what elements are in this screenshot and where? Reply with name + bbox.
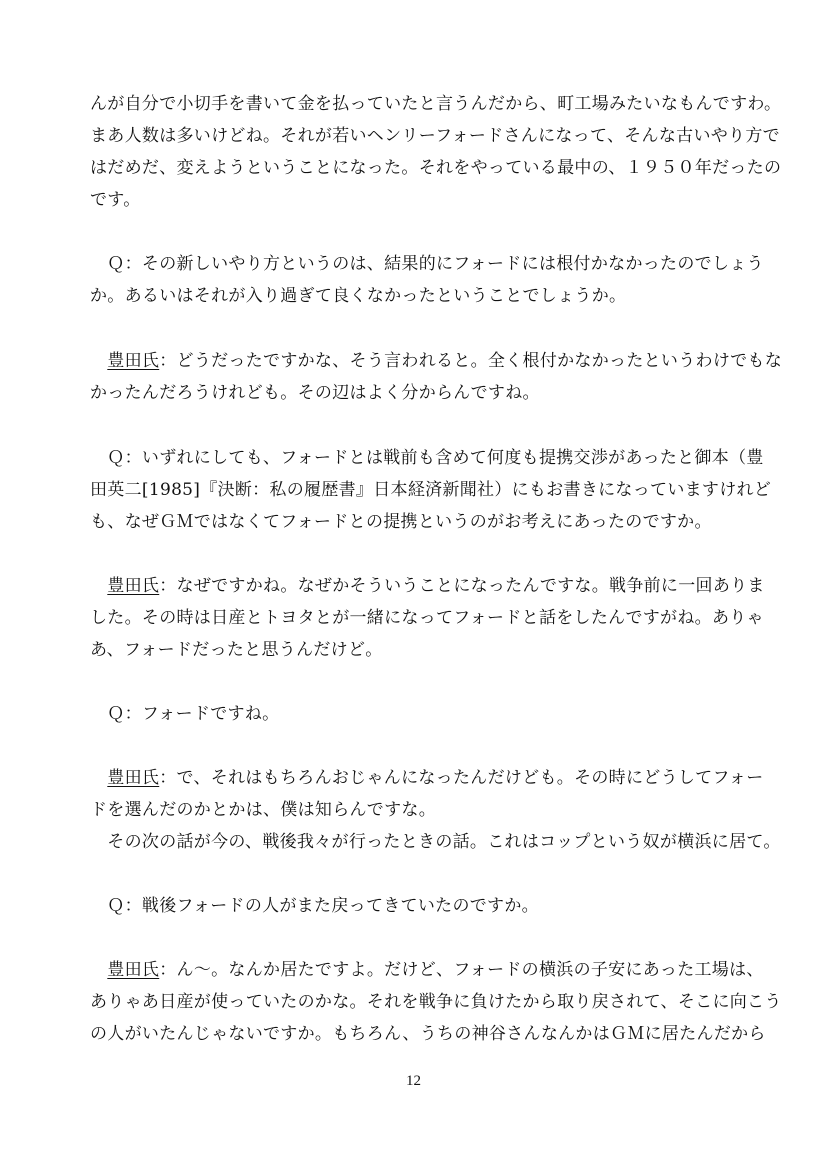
speaker-name: 豊田氏 <box>107 768 160 788</box>
speaker-paragraph <box>90 954 782 1050</box>
text-line: その次の話が今の、戦後我々が行ったときの話。これはコップという奴が横浜に居て。 <box>90 832 781 852</box>
text-line: です。 <box>90 190 141 210</box>
paragraph <box>90 698 760 730</box>
paragraph <box>90 248 764 312</box>
text-line <box>90 345 783 377</box>
text-line: した。その時は日産とトヨタとが一緒になってフォードと話をしたんですがね。ありゃ <box>90 608 764 628</box>
speaker-name: 豊田氏 <box>107 351 160 371</box>
text-line: まあ人数は多いけどね。それが若いヘンリーフォードさんになって、そんな古いやり方で <box>90 126 780 146</box>
line-text: ：で、それはもちろんおじゃんになったんだけども。その時にどうしてフォー <box>159 768 764 788</box>
text-line: はだめだ、変えようということになった。それをやっている最中の、１９５０年だったの <box>90 158 782 178</box>
text-line <box>90 954 764 986</box>
paragraph <box>90 890 760 922</box>
line-text: ：なぜですかね。なぜかそういうことになったんですな。戦争前に一回ありま <box>159 576 765 596</box>
text-line: も、なぜＧＭではなくてフォードとの提携というのがお考えにあったのですか。 <box>90 512 712 532</box>
speaker-paragraph <box>90 345 783 409</box>
text-line: 田英二[1985]『決断：私の履歴書』日本経済新聞社）にもお書きになっていますけれど <box>90 480 772 500</box>
text-line: か。あるいはそれが入り過ぎて良くなかったということでしょうか。 <box>90 286 627 306</box>
text-line: ドを選んだのかとかは、僕は知らんですな。 <box>90 800 436 820</box>
text-line: Ｑ：いずれにしても、フォードとは戦前も含めて何度も提携交渉があったと御本（豊 <box>90 448 764 468</box>
text-line: Ｑ：フォードですね。 <box>90 704 280 724</box>
speaker-paragraph <box>90 570 765 666</box>
paragraph <box>90 442 772 538</box>
line-text: ：どうだったですかな、そう言われると。全く根付かなかったというわけでもな <box>159 351 783 371</box>
text-line: んが自分で小切手を書いて金を払っていたと言うんだから、町工場みたいなもんですわ。 <box>90 94 782 114</box>
text-line: かったんだろうけれども。その辺はよく分からんですね。 <box>90 383 540 403</box>
line-text: ：ん～。なんか居たですよ。だけど、フォードの横浜の子安にあった工場は、 <box>159 960 764 980</box>
text-line: の人がいたんじゃないですか。もちろん、うちの神谷さんなんかはＧＭに居たんだから <box>90 1024 766 1044</box>
speaker-name: 豊田氏 <box>107 576 160 596</box>
speaker-paragraph <box>90 762 781 858</box>
text-line: Ｑ：その新しいやり方というのは、結果的にフォードには根付かなかったのでしょう <box>90 254 764 274</box>
text-line: あ、フォードだったと思うんだけど。 <box>90 640 383 660</box>
text-line: Ｑ：戦後フォードの人がまた戻ってきていたのですか。 <box>90 896 539 916</box>
text-line: ありゃあ日産が使っていたのかな。それを戦争に負けたから取り戻されて、そこに向こう <box>90 992 782 1012</box>
speaker-name: 豊田氏 <box>107 960 160 980</box>
paragraph <box>90 88 782 216</box>
text-line <box>90 762 764 794</box>
page-number: 12 <box>406 1073 421 1089</box>
text-line <box>90 570 765 602</box>
